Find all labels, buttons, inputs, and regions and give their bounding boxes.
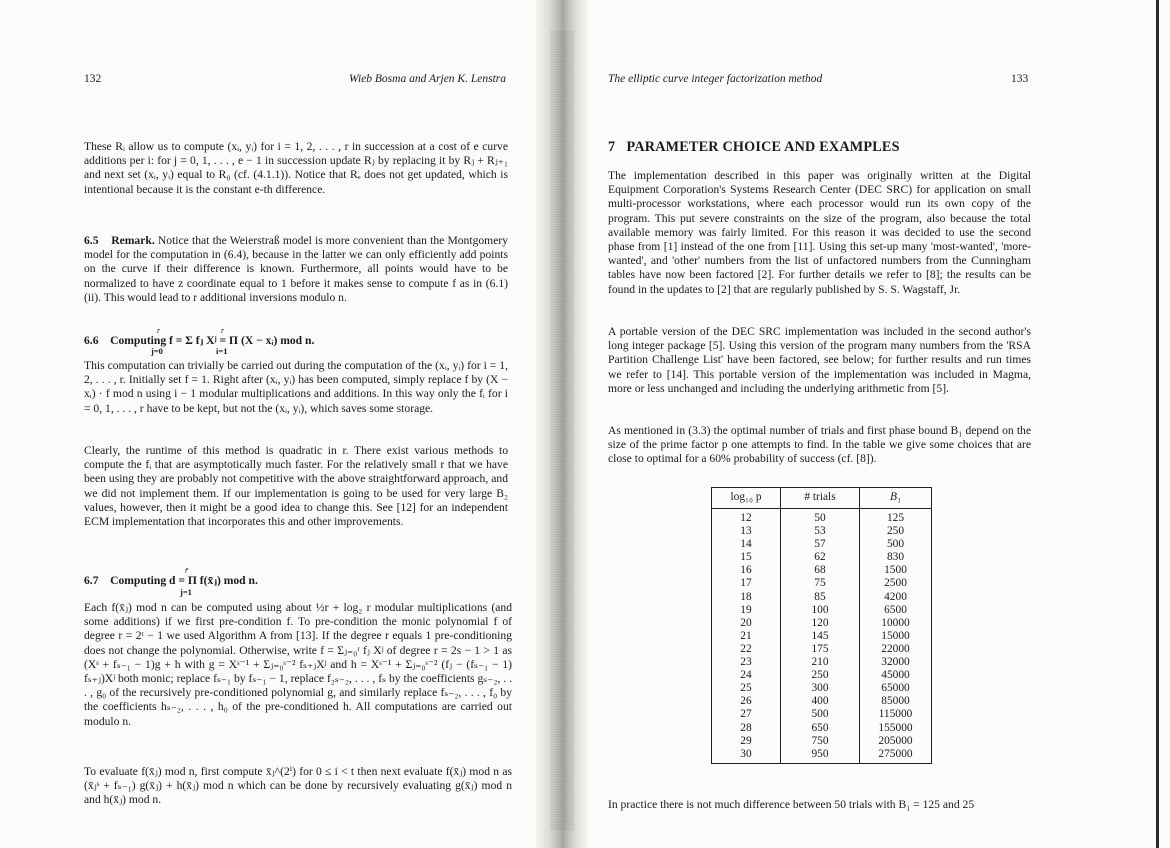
table-cell: 155000 [860, 722, 932, 735]
table-cell: 830 [860, 551, 932, 564]
table-cell: 500 [860, 538, 932, 551]
paragraph-optimal: As mentioned in (3.3) the optimal number of trials and first phase bound B₁ depend on the size of the prime factor p one attempts to find. In the table we give some choices that are close to optimal for a 60% probability of success (cf. [8]). [608, 424, 1031, 466]
table-cell: 175 [781, 643, 860, 656]
table-row [712, 617, 932, 630]
table-row [712, 604, 932, 617]
prod-lower: i=1 [216, 346, 228, 356]
table-cell: 53 [781, 525, 860, 538]
table-cell: 20 [712, 617, 781, 630]
table-cell: 62 [781, 551, 860, 564]
column-header: log₁₀ p [712, 488, 781, 509]
table-cell: 23 [712, 656, 781, 669]
book-gutter [536, 0, 588, 848]
column-header: # trials [781, 488, 860, 509]
table-cell: 100 [781, 604, 860, 617]
table-cell: 21 [712, 630, 781, 643]
right-page-number: 133 [1011, 73, 1029, 85]
table-row [712, 538, 932, 551]
table-row [712, 564, 932, 577]
table-cell: 650 [781, 722, 860, 735]
table-cell: 28 [712, 722, 781, 735]
table-row [712, 591, 932, 604]
paragraph-6-6-b: Clearly, the runtime of this method is quadratic in r. There exist various methods to compute the fᵢ that are asymptotically much faster. For the relatively small r that we have been using they are probably not competitive with the above straightforward approach, and we did not implement them. If our implementation is going to be used for very large B₂ values, however, then it might be a good idea to change this. See [12] for an independent ECM implementation that incorporates this and other improvements. [84, 444, 508, 529]
table-cell: 950 [781, 748, 860, 764]
table-cell: 22000 [860, 643, 932, 656]
table-cell: 500 [781, 708, 860, 721]
table-row [712, 682, 932, 695]
table-row [712, 669, 932, 682]
paragraph-r-i: These Rᵢ allow us to compute (xᵢ, yᵢ) for i = 1, 2, . . . , r in succession at a cost of e curve additions per i: for j = 0, 1, . . . , e − 1 in succession update Rⱼ by replacing it by Rⱼ + Rⱼ₊₁ and next set (xᵢ, yᵢ) equal to R₀ (cf. (4.1.1)). Notice that Rₑ does not get updated, which is intentional because it is the constant e-th difference. [84, 140, 508, 196]
table-cell: 17 [712, 577, 781, 590]
table-cell: 19 [712, 604, 781, 617]
table-cell: 14 [712, 538, 781, 551]
table-cell: 68 [781, 564, 860, 577]
right-running-head: The elliptic curve integer factorization method [608, 73, 823, 85]
table-cell: 210 [781, 656, 860, 669]
table-cell: 26 [712, 695, 781, 708]
prod-lower: j=1 [180, 587, 192, 597]
table-row [712, 643, 932, 656]
heading-6-6 [84, 334, 508, 348]
table-cell: 120 [781, 617, 860, 630]
paragraph-6-7-a: Each f(x̄ⱼ) mod n can be computed using about ½r + log₂ r modular multiplications (and some additions) if we first pre-condition f. To pre-condition the monic polynomial f of degree r = 2ᵗ − 1 we used Algorithm A from [13]. If the degree r equals 1 pre-conditioning does not change the polynomial. Otherwise, write f = Σⱼ₌₀ʳ fⱼ Xʲ of degree r = 2s − 1 > 1 as (Xˢ + fₛ₋₁ − 1)g + h with g = Xˢ⁻¹ + Σⱼ₌₀ˢ⁻² fₛ₊ⱼXʲ and h = Xˢ⁻¹ + Σⱼ₌₀ˢ⁻² (fⱼ − (fₛ₋₁ − 1) fₛ₊ⱼ)Xʲ both monic; replace fₛ₋₁ by fₛ₋₁ − 1, replace f₂ₛ₋₂, . . . , fₛ by the coefficients gₛ₋₂, . . . , g₀ of the recursively pre-conditioned polynomial g, and similarly replace fₛ₋₂, . . . , f₀ by the coefficients hₛ₋₂, . . . , h₀ of the pre-conditioned h. All computations are carried out modulo n. [84, 601, 512, 728]
table-cell: 57 [781, 538, 860, 551]
table-row [712, 551, 932, 564]
table-cell: 32000 [860, 656, 932, 669]
section-number: 6.7 [84, 574, 99, 587]
table-row [712, 630, 932, 643]
table-cell: 300 [781, 682, 860, 695]
table-cell: 65000 [860, 682, 932, 695]
table-cell: 750 [781, 735, 860, 748]
table-cell: 250 [781, 669, 860, 682]
paragraph-implementation: The implementation described in this paper was originally written at the Digital Equipment Corporation's Systems Research Center (DEC SRC) for application on small multi-processor workstations, where each processor would run its own copy of the program. This put severe constraints on the size of the program, also because the total available memory was fairly limited. For this reason it was decided to use the second phase from [1] instead of the one from [11]. Using this set-up many 'most-wanted', 'more-wanted', and 'other' numbers from the list of unfactored numbers from the Cunningham tables have now been factored [2]. For further details we refer to [8]; the results can be found in the updates to [2] that are regularly published by S. S. Wagstaff, Jr. [608, 169, 1031, 296]
table-cell: 10000 [860, 617, 932, 630]
table-header-row [712, 488, 932, 509]
paragraph-portable: A portable version of the DEC SRC implementation was included in the second author's long integer package [5]. Using this version of the program many numbers from the 'RSA Partition Challenge List' have been factored, see below; for further results and run times we refer to [14]. This portable version of the implementation was included in Magma, more or less unchanged and including the underlying arithmetic from [5]. [608, 325, 1031, 395]
table-row [712, 509, 932, 526]
paragraph-6-6-a: This computation can trivially be carried out during the computation of the (xᵢ, yᵢ) for i = 1, 2, . . . , r. Initially set f = 1. Right after (xᵢ, yᵢ) has been computed, simply replace f by (X − xᵢ) · f mod n using i − 1 modular multiplications and additions. In this way only the fᵢ for i = 0, 1, . . . , r have to be kept, but not the (xᵢ, yᵢ), which saves some storage. [84, 359, 508, 415]
parameter-table [711, 487, 932, 764]
remark-6-5 [84, 234, 508, 305]
table-cell: 18 [712, 591, 781, 604]
table-row [712, 735, 932, 748]
paragraph-6-7-b: To evaluate f(x̄ⱼ) mod n, first compute x̄ⱼ^(2ⁱ) for 0 ≤ i < t then next evaluate f(x̄ⱼ) mod n as (x̄ⱼˢ + fₛ₋₁) g(x̄ⱼ) + h(x̄ⱼ) mod n which can be done by recursively evaluating g(x̄ⱼ) mod n and h(x̄ⱼ) mod n. [84, 765, 512, 807]
table-row [712, 722, 932, 735]
section-title: Computing d = Π f(x̄ⱼ) mod n. [110, 574, 258, 587]
table-row [712, 525, 932, 538]
table-cell: 1500 [860, 564, 932, 577]
table-row [712, 748, 932, 764]
table-cell: 145 [781, 630, 860, 643]
table-cell: 13 [712, 525, 781, 538]
table-cell: 45000 [860, 669, 932, 682]
sum-lower: j=0 [151, 346, 163, 356]
table-cell: 12 [712, 509, 781, 526]
table-row [712, 695, 932, 708]
section-text: Notice that the Weierstraß model is more convenient than the Montgomery model for the computation in (6.4), because in the latter we can only efficiently add points on the curve if their difference is known. Furthermore, all points would have to be normalized to have z coordinate equal to 1 before it makes sense to compute f as in (6.1)(ii). This would lead to r additional inversions modulo n. [84, 234, 508, 304]
page-edge [1156, 0, 1159, 848]
sum-upper: r [157, 326, 161, 335]
section-7-heading: 7 PARAMETER CHOICE AND EXAMPLES [608, 139, 900, 155]
left-running-head: Wieb Bosma and Arjen K. Lenstra [349, 73, 506, 85]
table-cell: 205000 [860, 735, 932, 748]
table-cell: 25 [712, 682, 781, 695]
table-cell: 125 [860, 509, 932, 526]
table-cell: 115000 [860, 708, 932, 721]
prod-upper-bar: r̄ [185, 566, 189, 575]
section-title: Remark. [111, 234, 155, 247]
table-cell: 85 [781, 591, 860, 604]
table-cell: 22 [712, 643, 781, 656]
table-cell: 400 [781, 695, 860, 708]
table-cell: 4200 [860, 591, 932, 604]
table-cell: 30 [712, 748, 781, 764]
left-page-number: 132 [84, 73, 102, 85]
heading-6-7 [84, 574, 508, 588]
paragraph-practice: In practice there is not much difference between 50 trials with B₁ = 125 and 25 [608, 798, 975, 811]
table-cell: 75 [781, 577, 860, 590]
table-cell: 16 [712, 564, 781, 577]
table-cell: 85000 [860, 695, 932, 708]
table-cell: 15 [712, 551, 781, 564]
section-number: 6.6 [84, 334, 99, 347]
section-title: Computing f = Σ fⱼ Xʲ = Π (X − xᵢ) mod n. [110, 334, 315, 347]
section-number: 6.5 [84, 234, 99, 247]
table-row [712, 656, 932, 669]
table-cell: 50 [781, 509, 860, 526]
table-cell: 29 [712, 735, 781, 748]
table-cell: 24 [712, 669, 781, 682]
table-cell: 6500 [860, 604, 932, 617]
table-cell: 15000 [860, 630, 932, 643]
prod-upper: r [221, 326, 225, 335]
table-row [712, 708, 932, 721]
table-cell: 2500 [860, 577, 932, 590]
table-row [712, 577, 932, 590]
table-cell: 27 [712, 708, 781, 721]
column-header: B₁ [860, 488, 932, 509]
table-cell: 250 [860, 525, 932, 538]
table-cell: 275000 [860, 748, 932, 764]
